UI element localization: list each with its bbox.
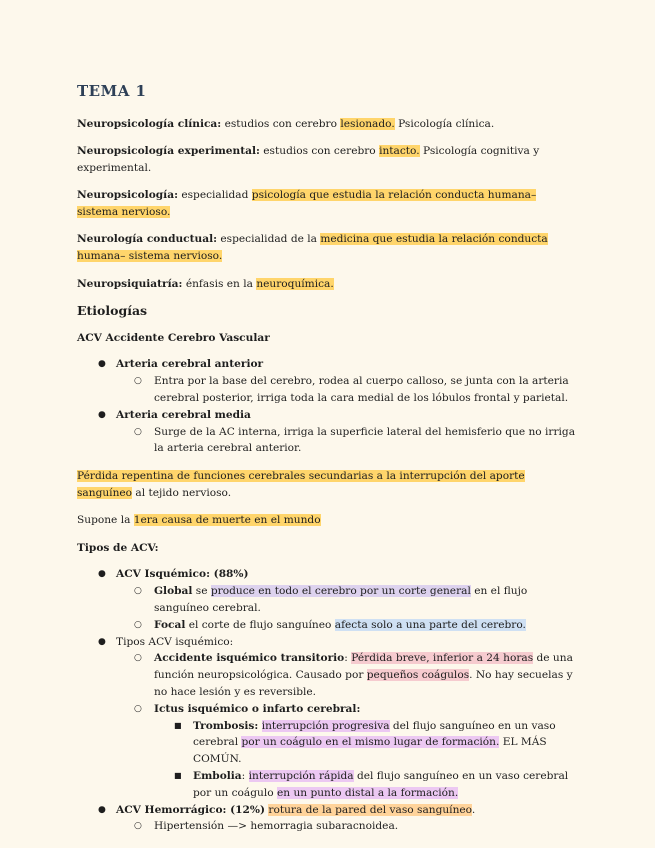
list-item: ● ACV Hemorrágico: (12%) rotura de la pared del vaso sanguíneo. [77,802,577,819]
highlight: por un coágulo en el mismo lugar de formación. [241,736,500,749]
circle-bullet-icon: ○ [134,376,142,387]
definition-term: Neurología conductual: [77,233,218,246]
list-item: ● Arteria cerebral media [77,407,577,424]
list-item: ● Tipos ACV isquémico: [77,634,577,651]
list-item: ○ Hipertensión —> hemorragia subaracnoidea. [77,818,577,835]
highlight: en un punto distal a la formación. [276,786,459,799]
highlight: interrupción progresiva [261,719,390,732]
circle-bullet-icon: ○ [134,619,142,630]
bullet-icon: ● [98,804,106,815]
definition-term: Neuropsicología: [77,189,178,202]
highlight: neuroquímica. [256,277,334,290]
tipos-list [77,566,577,835]
bullet-icon: ● [98,409,106,420]
highlight: produce en todo el cerebro por un corte general [210,585,471,598]
highlight: psicología que estudia la relación conducta humana– sistema nervioso. [77,189,537,219]
arteries-list [77,356,577,457]
circle-bullet-icon: ○ [134,821,142,832]
circle-bullet-icon: ○ [134,653,142,664]
highlight: intacto. [379,145,420,158]
circle-bullet-icon: ○ [134,586,142,597]
definition-neuropsicologia-experimental: Neuropsicología experimental: estudios con cerebro intacto. Psicología cognitiva y experimental. [77,145,540,175]
subheading-acv: ACV Accidente Cerebro Vascular [77,331,270,344]
square-bullet-icon: ■ [174,720,182,730]
highlight: afecta solo a una parte del cerebro. [334,618,526,631]
highlight: medicina que estudia la relación conducta humana– sistema nervioso. [77,233,548,263]
definition-term: Neuropsicología clínica: [77,118,222,130]
list-item: ○ Global se produce en todo el cerebro por un corte general en el flujo sanguíneo cerebral. [134,585,528,615]
highlight: interrupción rápida [248,770,354,782]
subheading-tipos-acv: Tipos de ACV: [77,541,159,554]
list-item: ● ACV Isquémico: (88%) [77,566,577,583]
highlight: rotura de la pared del vaso sanguíneo [268,803,472,816]
list-item: ○ Entra por la base del cerebro, rodea al cuerpo calloso, se junta con la arteria cerebral posterior, irriga toda la cara medial de los lóbulos frontal y parietal. [134,375,569,405]
bullet-icon: ● [98,569,106,580]
list-item: ■ Trombosis: interrupción progresiva del flujo sanguíneo en un vaso cerebral por un coágulo en el mismo lugar de formación. EL MÁS COMÚN. [174,719,556,766]
definition-neurologia-conductual: Neurología conductual: especialidad de la medicina que estudia la relación conducta humana– sistema nervioso. [77,233,548,263]
circle-bullet-icon: ○ [134,703,142,714]
circle-bullet-icon: ○ [134,426,142,437]
definition-neuropsicologia-clinica: Neuropsicología clínica: estudios con cerebro lesionado. Psicología clínica. [77,118,495,130]
list-item: ○ Ictus isquémico o infarto cerebral: [77,701,577,718]
highlight: pequeños coágulos [366,669,470,682]
list-item: ○ Surge de la AC interna, irriga la superficie lateral del hemisferio que no irriga la arteria cerebral anterior. [134,425,576,455]
definition-term: Neuropsicología experimental: [77,145,260,158]
list-item: ● Arteria cerebral anterior [77,356,577,373]
paragraph-supone: Supone la 1era causa de muerte en el mundo [77,514,321,527]
highlight: 1era causa de muerte en el mundo [133,514,321,527]
definition-term: Neuropsiquiatría: [77,277,183,290]
document-body [77,116,577,835]
highlight: Pérdida breve, inferior a 24 horas [351,652,534,665]
list-item: ○ Focal el corte de flujo sanguíneo afecta solo a una parte del cerebro. [77,617,577,634]
highlight: lesionado. [340,118,395,130]
paragraph-perdida: Pérdida repentina de funciones cerebrales secundarias a la interrupción del aporte sanguíneo al tejido nervioso. [77,470,525,500]
definition-neuropsiquiatria: Neuropsiquiatría: énfasis en la neuroquímica. [77,277,334,290]
list-item: ■ Embolia: interrupción rápida del flujo sanguíneo en un vaso cerebral por un coágulo en un punto distal a la formación. [174,770,569,799]
bullet-icon: ● [98,359,106,370]
list-item: ○ Accidente isquémico transitorio: Pérdida breve, inferior a 24 horas de una función neuropsicológica. Causado por pequeños coágulos. No hay secuelas y no hace lesión y es reversible. [134,652,573,699]
highlight: Pérdida repentina de funciones cerebrales secundarias a la interrupción del aporte sanguíneo [77,470,525,500]
section-heading-etiologias: Etiologías [77,302,148,318]
square-bullet-icon: ■ [174,771,182,780]
bullet-icon: ● [98,636,106,647]
page-title: TEMA 1 [77,82,147,100]
definition-neuropsicologia: Neuropsicología: especialidad psicología que estudia la relación conducta humana– sistema nervioso. [77,189,537,219]
